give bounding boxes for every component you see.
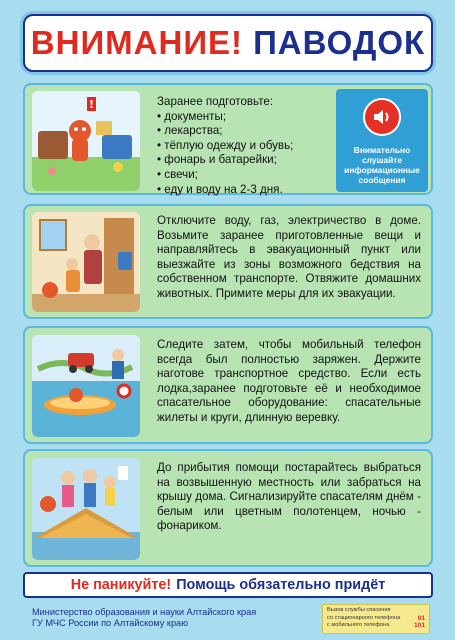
dont-panic-text: Не паникуйте! bbox=[70, 577, 172, 593]
speaker-icon bbox=[363, 98, 401, 136]
ministry-line: ГУ МЧС России по Алтайскому краю bbox=[32, 618, 189, 628]
illustration-rooftop bbox=[32, 458, 140, 560]
prepare-line: • тёплую одежду и обувь; bbox=[157, 138, 294, 152]
transport-text: Следите затем, чтобы мобильный телефон всегда был полностью заряжен. Держите наготове транспортное средство. Если есть лодка,заранее подготовьте её и необходимое спасательное оборудование: спасательные жилеты и круги, длинную веревку. bbox=[157, 338, 421, 424]
poster-title bbox=[23, 14, 433, 72]
boat-illustration bbox=[32, 335, 140, 437]
prepare-line: • еду и воду на 2-3 дня. bbox=[157, 182, 283, 196]
emergency-heading bbox=[327, 607, 425, 615]
mobile-number: 101 bbox=[413, 622, 425, 630]
illustration-boat bbox=[32, 335, 140, 437]
mobile-label: с мобильного телефона bbox=[327, 622, 390, 629]
panel-evacuate bbox=[23, 204, 433, 319]
prepare-line: • документы; bbox=[157, 109, 227, 123]
landline-number: 01 bbox=[417, 614, 425, 622]
packing-illustration bbox=[32, 91, 140, 191]
emergency-row-landline bbox=[327, 615, 425, 623]
prepare-line: • лекарства; bbox=[157, 124, 223, 138]
listen-text: Внимательно слушайте информационные сообщения bbox=[344, 145, 420, 185]
illustration-evacuation bbox=[32, 212, 140, 312]
title-warning: ВНИМАНИЕ! bbox=[30, 24, 244, 61]
rooftop-illustration bbox=[32, 458, 140, 560]
emergency-row-mobile bbox=[327, 622, 425, 630]
evacuation-illustration bbox=[32, 212, 140, 312]
prepare-list bbox=[157, 95, 337, 197]
landline-label: со стационарного телефона bbox=[327, 614, 401, 621]
listen-card bbox=[336, 89, 428, 192]
ministry-line: Министерство образования и науки Алтайского края bbox=[32, 607, 257, 617]
prepare-line: • свечи; bbox=[157, 167, 198, 181]
svg-text:!: ! bbox=[88, 98, 95, 111]
prepare-line: • фонарь и батарейки; bbox=[157, 153, 277, 167]
evacuate-text: Отключите воду, газ, электричество в доме. Возьмите заранее приготовленные вещи и направляйтесь в эвакуационный пункт или выезжайте из зоны возможного бедствия на собственном транспорте. Отвяжите домашних животных. Примите меры для их эвакуации. bbox=[157, 214, 421, 300]
panel-rooftop bbox=[23, 449, 433, 567]
panel-transport bbox=[23, 326, 433, 444]
panel-prepare bbox=[23, 83, 433, 195]
illustration-packing bbox=[32, 91, 140, 191]
title-flood: ПАВОДОК bbox=[253, 24, 426, 61]
emergency-heading-text: Вызов службы спасения bbox=[327, 607, 391, 613]
help-coming-text: Помощь обязательно придёт bbox=[176, 577, 386, 593]
ministry-credits bbox=[32, 607, 312, 629]
dont-panic-banner bbox=[23, 572, 433, 598]
prepare-line: Заранее подготовьте: bbox=[157, 95, 274, 108]
emergency-numbers bbox=[322, 604, 430, 634]
rooftop-text: До прибытия помощи постарайтесь выбраться на возвышенную местность или забраться на крышу дома. Сигнализируйте спасателям днём - белым или цветным полотенцем, ночью - фонариком. bbox=[157, 461, 421, 533]
